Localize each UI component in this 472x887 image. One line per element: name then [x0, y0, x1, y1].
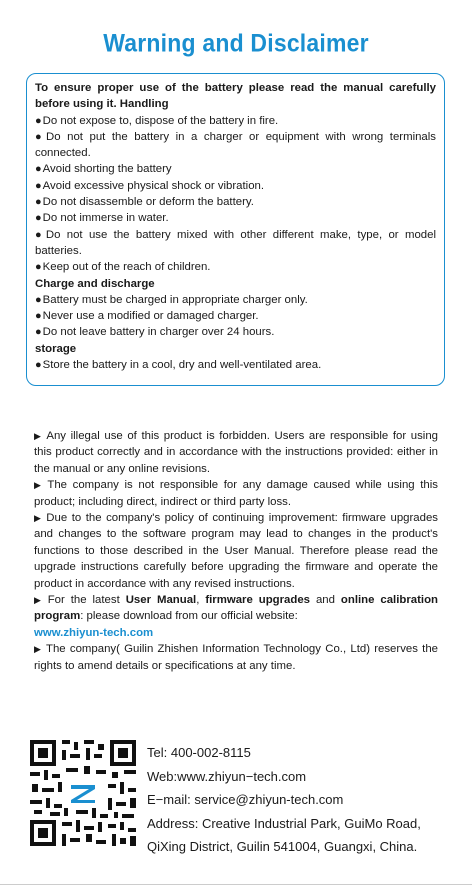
user-manual-term: User Manual	[125, 594, 197, 607]
web-value[interactable]: www.zhiyun−tech.com	[177, 768, 307, 784]
contact-info	[147, 741, 467, 859]
qr-code[interactable]	[28, 738, 138, 848]
downloads-text: and	[310, 594, 341, 607]
storage-item: ● Store the battery in a cool, dry and well-ventilated area.	[35, 357, 436, 373]
downloads-text: ,	[196, 594, 206, 607]
firmware-term: firmware upgrades	[205, 594, 311, 607]
address-line-2: QiXing District, Guilin 541004, Guangxi, China.	[147, 839, 418, 854]
address-label: Address:	[147, 815, 199, 831]
handling-item: ● Avoid shorting the battery	[35, 161, 436, 177]
charge-item: ● Battery must be charged in appropriate charger only.	[35, 292, 436, 308]
charge-item: ● Never use a modified or damaged charger.	[35, 308, 436, 324]
battery-warning-box	[26, 73, 445, 386]
disclaimer-section	[34, 428, 438, 674]
handling-item: ● Do not disassemble or deform the battery.	[35, 194, 436, 210]
bottom-divider	[0, 884, 472, 885]
email-line	[147, 788, 467, 812]
disclaimer-paragraph: ▶ Any illegal use of this product is forbidden. Users are responsible for using this product correctly and in accordance with the instructions provided: either in the manual or any online revisions.	[34, 428, 438, 477]
address-value: Creative Industrial Park, GuiMo Road,	[201, 815, 421, 831]
web-line	[147, 765, 467, 789]
disclaimer-paragraph: ▶ The company is not responsible for any damage caused while using this product; including direct, indirect or third party loss.	[34, 477, 438, 510]
disclaimer-paragraph: ▶ Due to the company's policy of continuing improvement: firmware upgrades and changes to the software program may lead to changes in the product's functions to those described in the User Manual. Therefore please read the upgrade instructions carefully before upgrading the firmware and operate the product in accordance with any revised instructions.	[34, 510, 438, 592]
handling-item: ● Keep out of the reach of children.	[35, 259, 436, 275]
address-line	[147, 812, 467, 836]
battery-intro: To ensure proper use of the battery please read the manual carefully before using it. Handling	[35, 82, 436, 111]
downloads-text: For the latest	[47, 594, 126, 607]
handling-item: ● Do not use the battery mixed with other different make, type, or model batteries.	[35, 227, 436, 260]
disclaimer-paragraph: ▶ The company( Guilin Zhishen Information Technology Co., Ltd) reserves the rights to amend details or specifications at any time.	[34, 641, 438, 674]
handling-item: ● Do not expose to, dispose of the battery in fire.	[35, 113, 436, 129]
email-label: E−mail:	[147, 792, 191, 807]
tel-label: Tel:	[147, 745, 168, 760]
web-label: Web:	[147, 768, 178, 784]
handling-item: ● Do not put the battery in a charger or equipment with wrong terminals connected.	[35, 129, 436, 162]
email-value[interactable]: service@zhiyun-tech.com	[194, 792, 344, 807]
calibration-term: online calibration program	[34, 594, 438, 623]
disclaimer-paragraph-downloads	[34, 592, 438, 641]
charge-item: ● Do not leave battery in charger over 24 hours.	[35, 324, 436, 340]
charge-heading: Charge and discharge	[35, 277, 155, 290]
downloads-text: : please download from our official website:	[80, 610, 298, 623]
handling-item: ● Do not immerse in water.	[35, 210, 436, 226]
storage-heading: storage	[35, 342, 77, 355]
tel-value[interactable]: 400-002-8115	[170, 745, 251, 760]
handling-item: ● Avoid excessive physical shock or vibration.	[35, 178, 436, 194]
tel-line	[147, 741, 467, 765]
page-title: Warning and Disclaimer	[103, 28, 369, 57]
website-link[interactable]: www.zhiyun-tech.com	[34, 626, 154, 639]
